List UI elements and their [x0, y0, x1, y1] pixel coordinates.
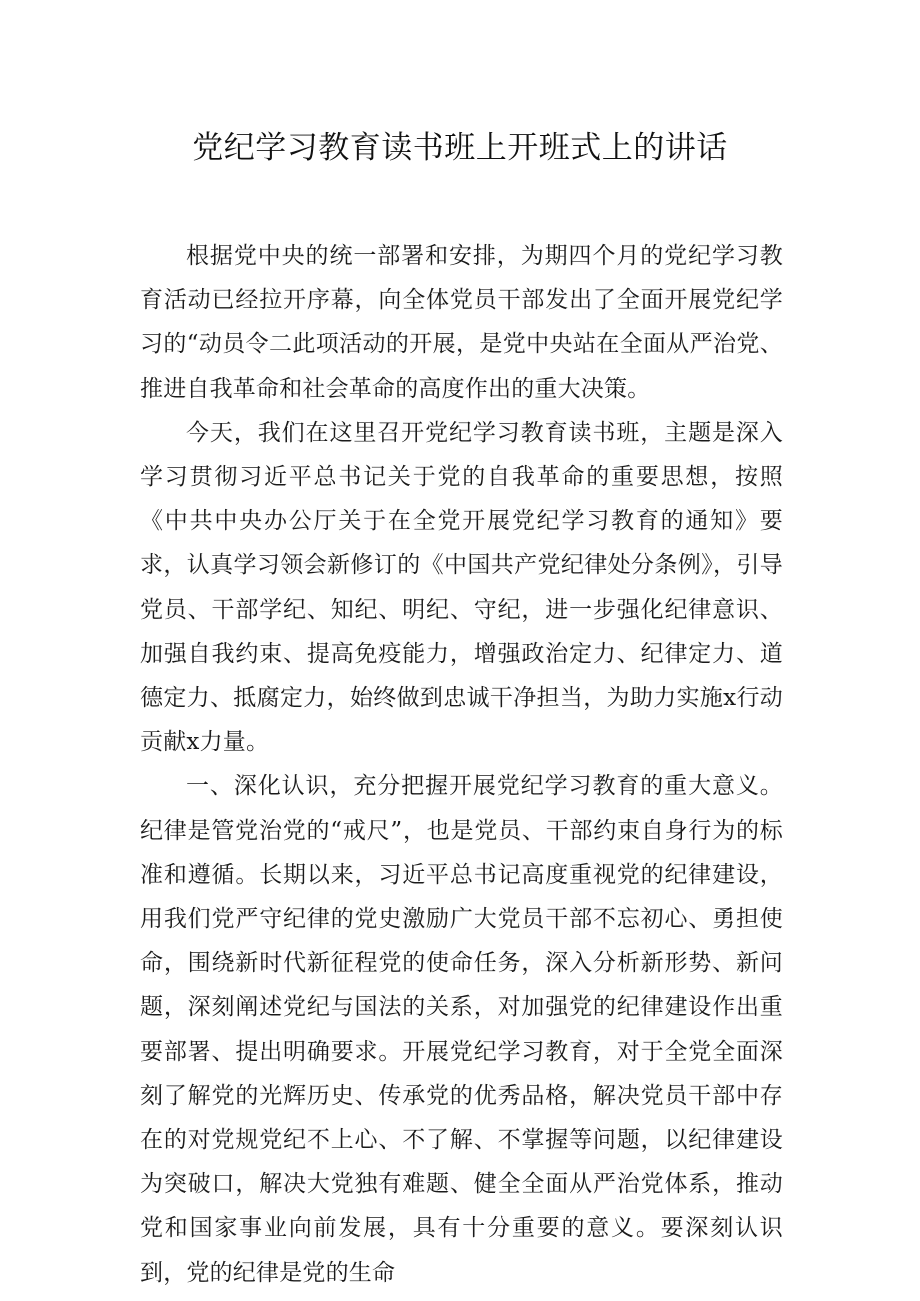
paragraph-section-one: 一、深化认识，充分把握开展党纪学习教育的重大意义。纪律是管党治党的“戒尺”，也是党员、干部约束自身行为的标准和遵循。长期以来，习近平总书记高度重视党的纪律建设，用我们党严守纪律的党史激励广大党员干部不忘初心、勇担使命，围绕新时代新征程党的使命任务，深入分析新形势、新问题，深刻阐述党纪与国法的关系，对加强党的纪律建设作出重要部署、提出明确要求。开展党纪学习教育，对于全党全面深刻了解党的光辉历史、传承党的优秀品格，解决党员干部中存在的对党规党纪不上心、不了解、不掌握等问题，以纪律建设为突破口，解决大党独有难题、健全全面从严治党体系，推动党和国家事业向前发展，具有十分重要的意义。要深刻认识到，党的纪律是党的生命	[140, 773, 783, 1286]
document-title: 党纪学习教育读书班上开班式上的讲话	[192, 130, 728, 166]
document-body	[140, 234, 783, 1295]
paragraph-reading-class: 今天，我们在这里召开党纪学习教育读书班，主题是深入学习贯彻习近平总书记关于党的自我革命的重要思想，按照《中共中央办公厅关于在全党开展党纪学习教育的通知》要求，认真学习领会新修订的《中国共产党纪律处分条例》，引导党员、干部学纪、知纪、明纪、守纪，进一步强化纪律意识、加强自我约束、提高免疫能力，增强政治定力、纪律定力、道德定力、抵腐定力，始终做到忠诚干净担当，为助力实施x行动贡献x力量。	[140, 419, 783, 756]
paragraph-intro: 根据党中央的统一部署和安排，为期四个月的党纪学习教育活动已经拉开序幕，向全体党员干部发出了全面开展党纪学习的“动员令二此项活动的开展，是党中央站在全面从严治党、推进自我革命和社会革命的高度作出的重大决策。	[140, 243, 783, 402]
